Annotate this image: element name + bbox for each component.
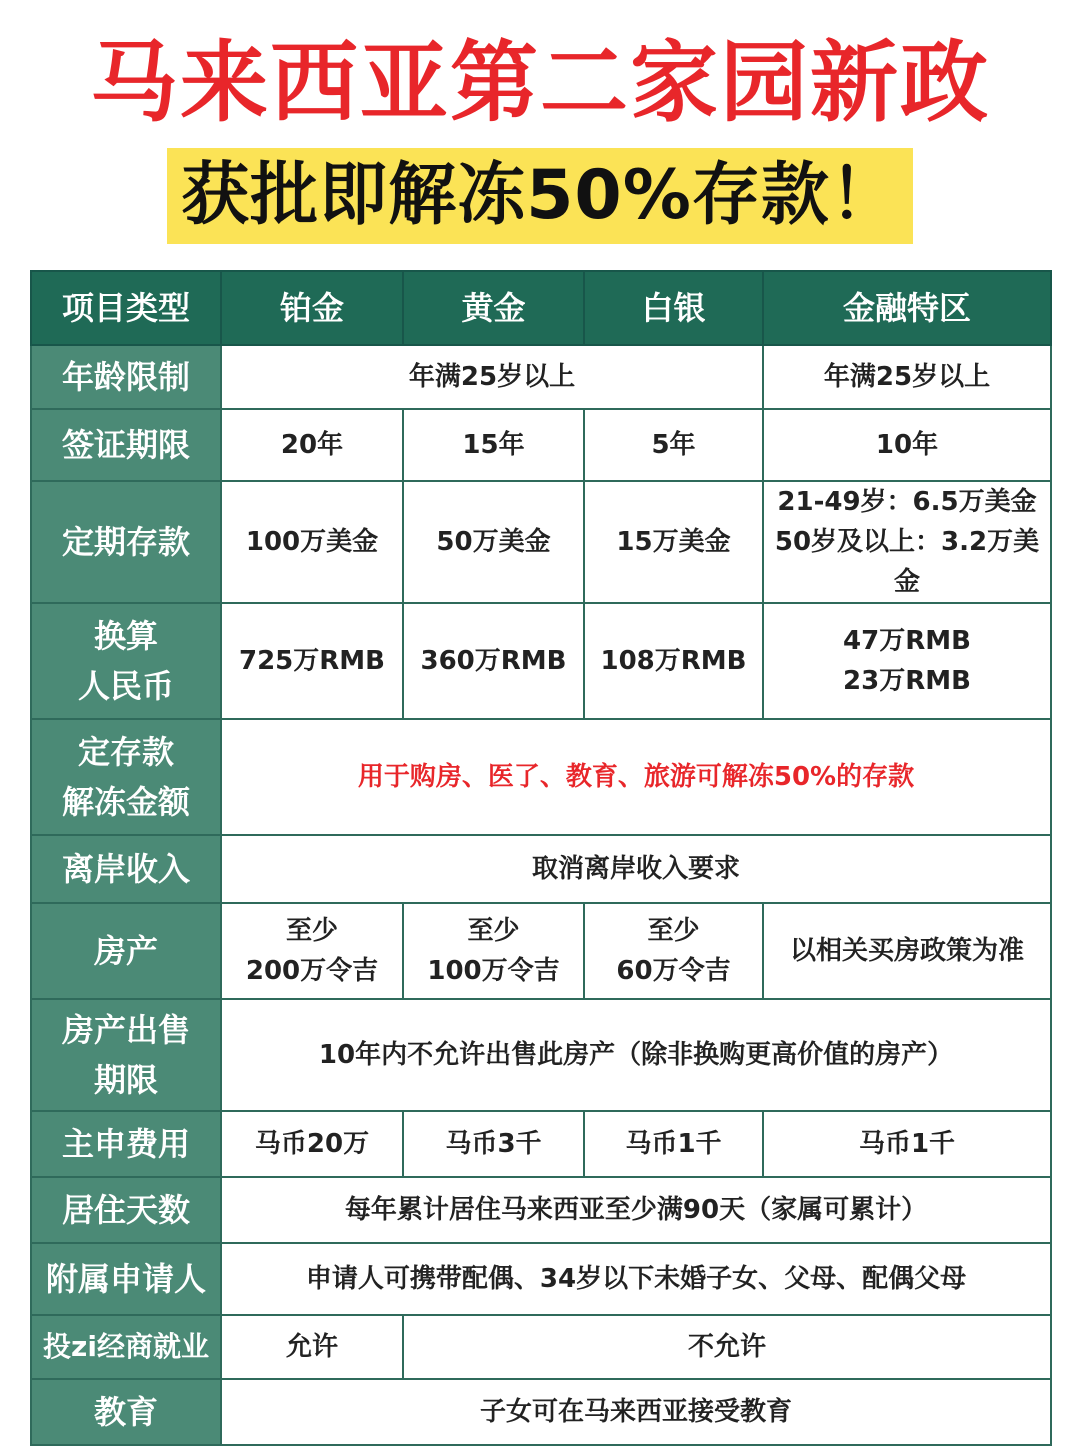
- row-label-unfreeze-line1: 定存款: [77, 733, 174, 771]
- rmb-ftz: [763, 603, 1051, 719]
- header-ftz: 金融特区: [763, 271, 1051, 345]
- table-row-offshore: [31, 835, 1051, 903]
- comparison-table: [30, 270, 1052, 1446]
- visa-platinum: 20年: [221, 409, 403, 481]
- table-row-property: [31, 903, 1051, 999]
- deposit-gold: 50万美金: [403, 481, 584, 603]
- table-row-unfreeze: [31, 719, 1051, 835]
- row-label-dependents: 附属申请人: [31, 1243, 221, 1315]
- age-main: 年满25岁以上: [221, 345, 763, 409]
- visa-ftz: 10年: [763, 409, 1051, 481]
- property-ftz: 以相关买房政策为准: [763, 903, 1051, 999]
- table-row-business: [31, 1315, 1051, 1379]
- property-gold-value: 100万令吉: [427, 956, 560, 986]
- row-label-offshore: 离岸收入: [31, 835, 221, 903]
- business-platinum: 允许: [221, 1315, 403, 1379]
- rmb-ftz-line1: 47万RMB: [843, 626, 971, 656]
- education-value: 子女可在马来西亚接受教育: [221, 1379, 1051, 1445]
- row-label-sale: [31, 999, 221, 1111]
- rmb-ftz-line2: 23万RMB: [843, 666, 971, 696]
- deposit-ftz-line1: 21-49岁：6.5万美金: [777, 487, 1037, 517]
- property-gold: [403, 903, 584, 999]
- fee-silver: 马币1千: [584, 1111, 763, 1177]
- property-silver-prefix: 至少: [647, 916, 700, 946]
- fee-ftz: 马币1千: [763, 1111, 1051, 1177]
- table-row-age: [31, 345, 1051, 409]
- deposit-ftz-line2: 50岁及以上：3.2万美金: [774, 527, 1040, 597]
- table-row-education: [31, 1379, 1051, 1445]
- rmb-platinum: 725万RMB: [221, 603, 403, 719]
- row-label-rmb: [31, 603, 221, 719]
- page-title: 马来西亚第二家园新政: [89, 31, 990, 134]
- unfreeze-value: 用于购房、医了、教育、旅游可解冻50%的存款: [221, 719, 1051, 835]
- row-label-unfreeze: [31, 719, 221, 835]
- offshore-value: 取消离岸收入要求: [221, 835, 1051, 903]
- subtitle-banner: [0, 148, 1080, 244]
- table-row-dependents: [31, 1243, 1051, 1315]
- row-label-business: 投zi经商就业: [31, 1315, 221, 1379]
- fee-gold: 马币3千: [403, 1111, 584, 1177]
- row-label-education: 教育: [31, 1379, 221, 1445]
- property-silver-value: 60万令吉: [616, 956, 731, 986]
- dependents-value: 申请人可携带配偶、34岁以下未婚子女、父母、配偶父母: [221, 1243, 1051, 1315]
- row-label-unfreeze-line2: 解冻金额: [61, 783, 190, 821]
- deposit-platinum: 100万美金: [221, 481, 403, 603]
- row-label-property: 房产: [31, 903, 221, 999]
- age-ftz: 年满25岁以上: [763, 345, 1051, 409]
- row-label-sale-line2: 期限: [93, 1061, 158, 1099]
- property-platinum: [221, 903, 403, 999]
- business-others: 不允许: [403, 1315, 1051, 1379]
- header-project-type: 项目类型: [31, 271, 221, 345]
- rmb-silver: 108万RMB: [584, 603, 763, 719]
- visa-silver: 5年: [584, 409, 763, 481]
- row-label-residence: 居住天数: [31, 1177, 221, 1243]
- header-platinum: 铂金: [221, 271, 403, 345]
- table-row-fee: [31, 1111, 1051, 1177]
- subtitle: 获批即解冻50%存款！: [167, 148, 913, 244]
- table-row-deposit: [31, 481, 1051, 603]
- table-row-residence: [31, 1177, 1051, 1243]
- sale-value: 10年内不允许出售此房产（除非换购更高价值的房产）: [221, 999, 1051, 1111]
- table-row-rmb: [31, 603, 1051, 719]
- row-label-fee: 主申费用: [31, 1111, 221, 1177]
- header-gold: 黄金: [403, 271, 584, 345]
- property-silver: [584, 903, 763, 999]
- rmb-gold: 360万RMB: [403, 603, 584, 719]
- table-row-sale: [31, 999, 1051, 1111]
- residence-value: 每年累计居住马来西亚至少满90天（家属可累计）: [221, 1177, 1051, 1243]
- row-label-deposit: 定期存款: [31, 481, 221, 603]
- row-label-rmb-line2: 人民币: [77, 667, 174, 705]
- deposit-silver: 15万美金: [584, 481, 763, 603]
- property-platinum-prefix: 至少: [285, 916, 338, 946]
- header-silver: 白银: [584, 271, 763, 345]
- row-label-sale-line1: 房产出售: [61, 1011, 190, 1049]
- row-label-visa: 签证期限: [31, 409, 221, 481]
- property-gold-prefix: 至少: [467, 916, 520, 946]
- row-label-age: 年龄限制: [31, 345, 221, 409]
- row-label-rmb-line1: 换算: [93, 617, 158, 655]
- table-header-row: [31, 271, 1051, 345]
- fee-platinum: 马币20万: [221, 1111, 403, 1177]
- table-row-visa: [31, 409, 1051, 481]
- deposit-ftz: [763, 481, 1051, 603]
- visa-gold: 15年: [403, 409, 584, 481]
- property-platinum-value: 200万令吉: [245, 956, 379, 986]
